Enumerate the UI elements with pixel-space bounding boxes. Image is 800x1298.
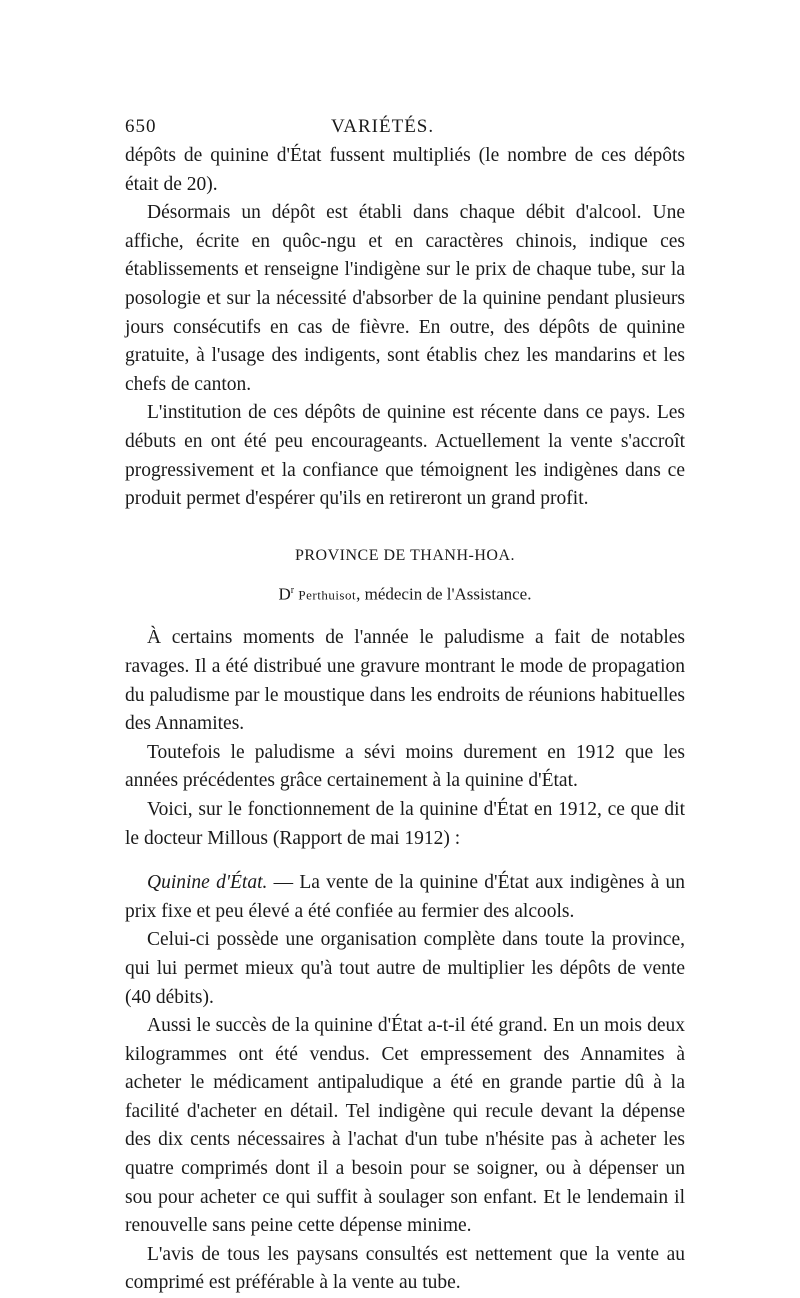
paragraph-continuation: dépôts de quinine d'État fussent multipliés (le nombre de ces dépôts était de 20). xyxy=(125,145,685,195)
page-number: 650 xyxy=(125,116,157,137)
running-head xyxy=(125,112,685,142)
running-title: VARIÉTÉS. xyxy=(331,116,435,137)
paragraph: Désormais un dépôt est établi dans chaque débit d'alcool. Une affiche, écrite en quôc-ngu et en caractères chinois, indique ces établissements et renseigne l'indigène sur le prix de chaque tube, sur la posologie et sur la nécessité d'absorber de la quinine pendant plusieurs jours consécutifs en cas de fièvre. En outre, des dépôts de quinine gratuite, à l'usage des indigents, sont établis chez les mandarins et les chefs de canton. xyxy=(125,202,685,395)
paragraph: Celui-ci possède une organisation complète dans toute la province, qui lui permet mieux qu'à tout autre de multiplier les dépôts de vente (40 débits). xyxy=(125,929,685,1008)
paragraph: L'institution de ces dépôts de quinine est récente dans ce pays. Les débuts en ont été peu encourageants. Actuellement la vente s'accroît progressivement et la confiance que témoignent les indigènes dans ce produit permet d'espérer qu'ils en retireront un grand profit. xyxy=(125,402,685,510)
section-title: PROVINCE DE THANH-HOA. xyxy=(294,546,516,564)
paragraph: L'avis de tous les paysans consultés est nettement que la vente au comprimé est préférable à la vente au tube. xyxy=(125,1243,685,1294)
quinine-text: — La vente de la quinine d'État aux indigènes à un prix fixe et peu élevé a été confiée au fermier des alcools. xyxy=(125,872,685,922)
author-role: , médecin de l'Assistance. xyxy=(356,584,532,604)
page xyxy=(125,112,685,1298)
author-byline xyxy=(125,580,685,607)
quinine-lead: Quinine d'État. xyxy=(147,872,268,894)
spacer xyxy=(125,853,685,869)
paragraph: Toutefois le paludisme a sévi moins durement en 1912 que les années précédentes grâce certainement à la quinine d'État. xyxy=(125,741,685,792)
author-name: Perthuisot xyxy=(298,587,357,603)
paragraph: Aussi le succès de la quinine d'État a-t-il été grand. En un mois deux kilogrammes ont été vendus. Cet empressement des Annamites à acheter le médicament antipaludique a été en grande partie dû à la facilité d'acheter en détail. Tel indigène qui recule devant la dépense des dix cents nécessaires à l'achat d'un tube n'hésite pas à acheter les quatre comprimés dont il a besoin pour se soigner, ou à dépenser un sou pour acheter ce qui suffit à soulager son enfant. Et le lendemain il renouvelle sans peine cette dépense minime. xyxy=(125,1015,685,1237)
paragraph: À certains moments de l'année le paludisme a fait de notables ravages. Il a été distribué une gravure montrant le mode de propagation du paludisme par le moustique dans les endroits de réunions habituelles des Annamites. xyxy=(125,627,685,735)
paragraph: Voici, sur le fonctionnement de la quinine d'État en 1912, ce que dit le docteur Millous (Rapport de mai 1912) : xyxy=(125,798,685,849)
author-title-sup: r xyxy=(290,584,295,596)
quinine-paragraph xyxy=(125,869,685,926)
author-title: D xyxy=(278,584,291,604)
